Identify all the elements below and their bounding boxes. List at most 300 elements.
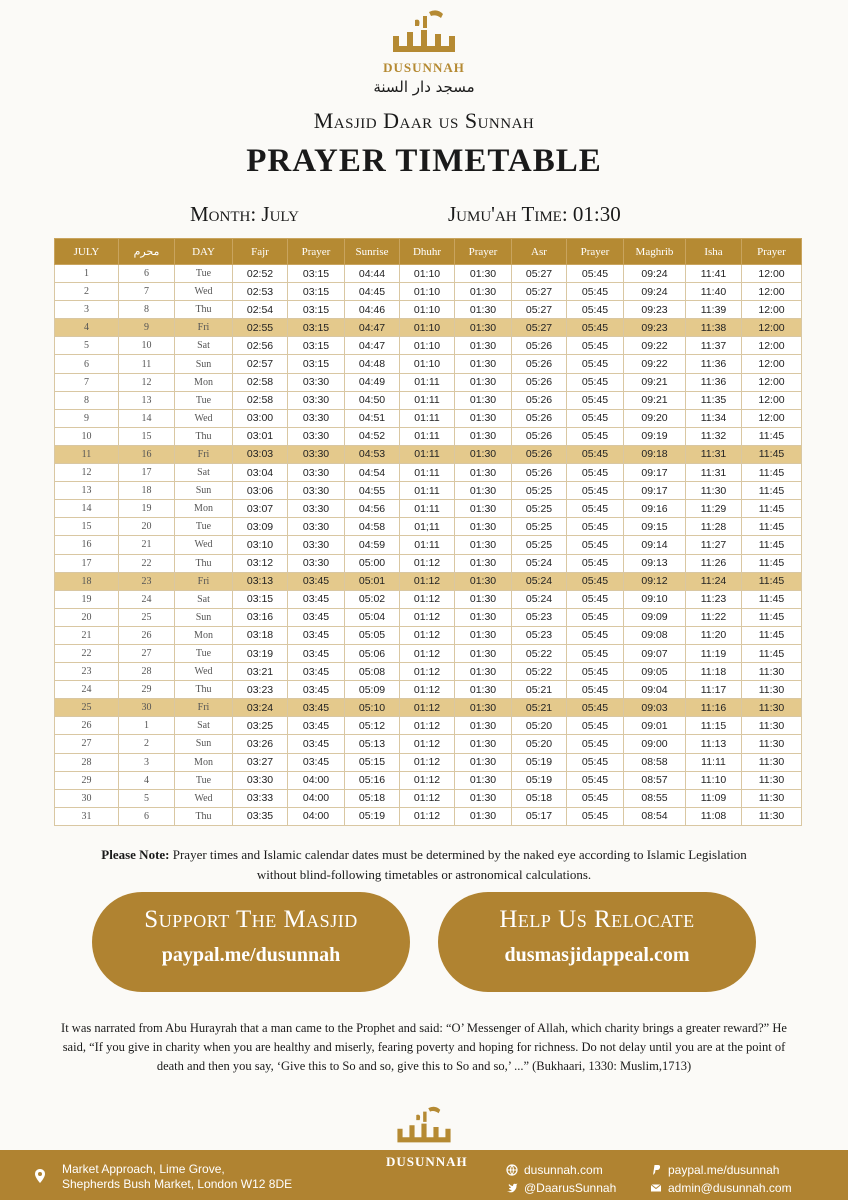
table-cell: 05:45 — [567, 445, 624, 463]
table-cell: 09:23 — [624, 319, 686, 337]
table-cell: 01:30 — [455, 590, 512, 608]
table-cell: 09:03 — [624, 699, 686, 717]
table-cell: Sat — [175, 590, 233, 608]
table-cell: 14 — [119, 409, 175, 427]
address-line-1: Market Approach, Lime Grove, — [62, 1162, 225, 1176]
table-cell: 05:45 — [567, 699, 624, 717]
column-header: Prayer — [455, 239, 512, 265]
table-cell: 11:45 — [742, 500, 802, 518]
table-cell: 01:10 — [400, 355, 455, 373]
table-row — [55, 554, 802, 572]
table-cell: 05:23 — [512, 626, 567, 644]
column-header: محرم — [119, 239, 175, 265]
table-row — [55, 500, 802, 518]
table-cell: 01:30 — [455, 464, 512, 482]
month-info — [190, 202, 299, 227]
table-cell: 04:48 — [345, 355, 400, 373]
table-cell: 03:45 — [288, 626, 345, 644]
table-cell: 4 — [119, 771, 175, 789]
table-cell: 05:04 — [345, 608, 400, 626]
table-cell: 01:12 — [400, 717, 455, 735]
table-cell: 05:21 — [512, 681, 567, 699]
table-cell: 12:00 — [742, 301, 802, 319]
table-cell: 04:54 — [345, 464, 400, 482]
table-cell: 05:25 — [512, 482, 567, 500]
table-cell: 01:12 — [400, 771, 455, 789]
note-text: Prayer times and Islamic calendar dates must be determined by the naked eye according to Islamic Legislation without blind-following timetables or astronomical calculations. — [172, 847, 747, 882]
column-header: Sunrise — [345, 239, 400, 265]
table-cell: 12:00 — [742, 337, 802, 355]
table-cell: 01:11 — [400, 391, 455, 409]
table-cell: 02:52 — [233, 265, 288, 283]
table-cell: 17 — [55, 554, 119, 572]
table-cell: 03:30 — [288, 464, 345, 482]
paypal-link[interactable] — [650, 1161, 792, 1179]
table-cell: 04:56 — [345, 500, 400, 518]
table-row — [55, 301, 802, 319]
table-cell: 11:10 — [686, 771, 742, 789]
table-cell: 01:30 — [455, 536, 512, 554]
table-cell: Mon — [175, 373, 233, 391]
table-cell: 03:12 — [233, 554, 288, 572]
table-cell: 01:12 — [400, 663, 455, 681]
table-cell: 02:58 — [233, 373, 288, 391]
table-row — [55, 789, 802, 807]
table-cell: 03:30 — [288, 409, 345, 427]
table-cell: 01:11 — [400, 482, 455, 500]
table-cell: 12:00 — [742, 283, 802, 301]
table-cell: 05:24 — [512, 590, 567, 608]
table-cell: 11:32 — [686, 427, 742, 445]
table-cell: Mon — [175, 753, 233, 771]
table-cell: 15 — [119, 427, 175, 445]
table-cell: 05:27 — [512, 301, 567, 319]
table-cell: 05:08 — [345, 663, 400, 681]
table-cell: 01:30 — [455, 283, 512, 301]
table-cell: 04:58 — [345, 518, 400, 536]
table-cell: 22 — [55, 644, 119, 662]
table-cell: 11:45 — [742, 590, 802, 608]
table-cell: 25 — [119, 608, 175, 626]
column-header: DAY — [175, 239, 233, 265]
table-cell: 18 — [55, 572, 119, 590]
table-cell: 12:00 — [742, 319, 802, 337]
table-row — [55, 771, 802, 789]
table-cell: 02:56 — [233, 337, 288, 355]
website-link[interactable] — [506, 1161, 616, 1179]
table-row — [55, 464, 802, 482]
table-cell: 01:30 — [455, 572, 512, 590]
table-cell: 01:11 — [400, 536, 455, 554]
table-row — [55, 518, 802, 536]
table-cell: 03:30 — [288, 373, 345, 391]
table-cell: 01:12 — [400, 608, 455, 626]
address-line-2: Shepherds Bush Market, London W12 8DE — [62, 1177, 293, 1191]
table-row — [55, 699, 802, 717]
table-cell: 09:18 — [624, 445, 686, 463]
table-cell: 01:11 — [400, 464, 455, 482]
table-cell: 26 — [55, 717, 119, 735]
table-cell: 04:47 — [345, 319, 400, 337]
support-link[interactable]: paypal.me/dusunnah — [161, 944, 341, 966]
table-cell: 02:55 — [233, 319, 288, 337]
hadith-text: It was narrated from Abu Hurayrah that a man came to the Prophet and said: “O’ Messenger of Allah, which charity brings a greater reward?” He said, “If you give in charity when you are healthy and miserly, fearing poverty and hoping for richness. Do not delay until you are at the point of death and then you say, ‘Give this to So and so, give this to So and so,’ ...” (Bukhaari, 1330: Muslim,1713) — [61, 1021, 787, 1073]
table-cell: 03:13 — [233, 572, 288, 590]
table-cell: 03:33 — [233, 789, 288, 807]
table-cell: 5 — [55, 337, 119, 355]
column-header: Prayer — [567, 239, 624, 265]
table-cell: 05:06 — [345, 644, 400, 662]
table-cell: 3 — [55, 301, 119, 319]
table-cell: 05:00 — [345, 554, 400, 572]
table-cell: 1 — [55, 265, 119, 283]
table-cell: Mon — [175, 500, 233, 518]
table-cell: 4 — [55, 319, 119, 337]
table-cell: 03:26 — [233, 735, 288, 753]
table-cell: 05:01 — [345, 572, 400, 590]
table-cell: 11:30 — [742, 699, 802, 717]
table-cell: 01:11 — [400, 427, 455, 445]
table-cell: Sun — [175, 735, 233, 753]
table-cell: 09:23 — [624, 301, 686, 319]
table-cell: 03:15 — [288, 319, 345, 337]
table-cell: 01:30 — [455, 518, 512, 536]
dusunnah-logo-icon — [389, 1103, 459, 1151]
email-link[interactable] — [650, 1179, 792, 1197]
relocate-title: Help Us Relocate — [499, 906, 695, 933]
table-cell: 05:45 — [567, 536, 624, 554]
table-cell: 05:02 — [345, 590, 400, 608]
table-row — [55, 644, 802, 662]
table-cell: 05:22 — [512, 663, 567, 681]
table-cell: 11:45 — [742, 572, 802, 590]
support-masjid-button[interactable] — [92, 892, 410, 992]
paypal-icon — [650, 1164, 662, 1176]
table-cell: 05:27 — [512, 265, 567, 283]
footer-links-right — [650, 1161, 792, 1197]
table-cell: 05:10 — [345, 699, 400, 717]
table-cell: 09:21 — [624, 373, 686, 391]
table-cell: 05:45 — [567, 373, 624, 391]
table-cell: 11:40 — [686, 283, 742, 301]
table-cell: 9 — [55, 409, 119, 427]
table-cell: 05:05 — [345, 626, 400, 644]
table-cell: 28 — [119, 663, 175, 681]
table-cell: 01:12 — [400, 681, 455, 699]
table-cell: 01:12 — [400, 807, 455, 825]
table-row — [55, 319, 802, 337]
table-cell: 12:00 — [742, 265, 802, 283]
table-cell: 05:27 — [512, 319, 567, 337]
table-cell: Wed — [175, 409, 233, 427]
table-cell: 05:23 — [512, 608, 567, 626]
table-cell: 7 — [119, 283, 175, 301]
table-cell: 01:30 — [455, 699, 512, 717]
table-cell: 01:30 — [455, 337, 512, 355]
table-cell: Fri — [175, 699, 233, 717]
table-cell: 03:30 — [288, 518, 345, 536]
column-header: Prayer — [742, 239, 802, 265]
paypal-text: paypal.me/dusunnah — [668, 1163, 780, 1177]
table-cell: 01:11 — [400, 409, 455, 427]
table-cell: 29 — [119, 681, 175, 699]
table-cell: 09:19 — [624, 427, 686, 445]
table-cell: 11:35 — [686, 391, 742, 409]
table-cell: 11:20 — [686, 626, 742, 644]
jumuah-value: 01:30 — [572, 202, 621, 226]
table-cell: 05:45 — [567, 283, 624, 301]
table-cell: 03:30 — [288, 391, 345, 409]
table-cell: 11:19 — [686, 644, 742, 662]
table-cell: 01:30 — [455, 445, 512, 463]
table-cell: 04:53 — [345, 445, 400, 463]
table-cell: 25 — [55, 699, 119, 717]
table-cell: 31 — [55, 807, 119, 825]
table-cell: 6 — [55, 355, 119, 373]
table-cell: 7 — [55, 373, 119, 391]
table-cell: Wed — [175, 663, 233, 681]
table-cell: 01:12 — [400, 735, 455, 753]
table-cell: 11:45 — [742, 626, 802, 644]
column-header: Prayer — [288, 239, 345, 265]
column-header: JULY — [55, 239, 119, 265]
table-cell: 05:45 — [567, 789, 624, 807]
table-cell: 11:36 — [686, 373, 742, 391]
column-header: Asr — [512, 239, 567, 265]
table-cell: 3 — [119, 753, 175, 771]
jumuah-label: Jumu'ah Time: — [448, 202, 568, 226]
table-cell: 11:45 — [742, 482, 802, 500]
twitter-icon — [506, 1182, 518, 1194]
month-value: July — [261, 202, 299, 226]
table-cell: 01:30 — [455, 608, 512, 626]
table-row — [55, 409, 802, 427]
table-cell: 28 — [55, 753, 119, 771]
table-cell: 03:45 — [288, 608, 345, 626]
table-cell: Fri — [175, 445, 233, 463]
table-cell: 16 — [55, 536, 119, 554]
email-icon — [650, 1182, 662, 1194]
table-cell: 05:45 — [567, 626, 624, 644]
table-cell: 11:24 — [686, 572, 742, 590]
table-cell: 11 — [55, 445, 119, 463]
table-cell: Thu — [175, 554, 233, 572]
table-cell: 08:58 — [624, 753, 686, 771]
column-header: Isha — [686, 239, 742, 265]
table-cell: 11:30 — [742, 681, 802, 699]
table-cell: 03:45 — [288, 644, 345, 662]
footer-bar — [0, 1150, 848, 1200]
table-row — [55, 663, 802, 681]
table-cell: 10 — [55, 427, 119, 445]
logo-arabic-text: مسجد دار السنة — [373, 78, 475, 96]
table-cell: Sun — [175, 355, 233, 373]
table-cell: 11:45 — [742, 536, 802, 554]
table-cell: 05:45 — [567, 663, 624, 681]
table-cell: 05:26 — [512, 355, 567, 373]
table-row — [55, 445, 802, 463]
table-cell: 01:30 — [455, 482, 512, 500]
table-cell: 01:30 — [455, 427, 512, 445]
table-cell: 05:45 — [567, 681, 624, 699]
table-cell: 03:25 — [233, 717, 288, 735]
table-cell: 04:00 — [288, 771, 345, 789]
table-cell: 04:44 — [345, 265, 400, 283]
twitter-text: @DaarusSunnah — [524, 1181, 617, 1195]
table-cell: 8 — [119, 301, 175, 319]
table-cell: 18 — [119, 482, 175, 500]
table-cell: Tue — [175, 518, 233, 536]
table-cell: 11:45 — [742, 644, 802, 662]
table-cell: 05:45 — [567, 265, 624, 283]
table-cell: 30 — [119, 699, 175, 717]
table-row — [55, 717, 802, 735]
table-cell: Tue — [175, 644, 233, 662]
footer-logo — [0, 1103, 848, 1151]
table-cell: 03:19 — [233, 644, 288, 662]
relocate-link[interactable]: dusmasjidappeal.com — [504, 944, 690, 966]
jumuah-info — [448, 202, 621, 227]
table-cell: 11:26 — [686, 554, 742, 572]
table-cell: 09:05 — [624, 663, 686, 681]
table-cell: 12:00 — [742, 355, 802, 373]
table-cell: 15 — [55, 518, 119, 536]
table-cell: 05:26 — [512, 391, 567, 409]
table-cell: 05:26 — [512, 445, 567, 463]
table-cell: 05:45 — [567, 590, 624, 608]
table-cell: 01:12 — [400, 590, 455, 608]
table-cell: 01:30 — [455, 301, 512, 319]
table-cell: 01:12 — [400, 554, 455, 572]
table-cell: 11:16 — [686, 699, 742, 717]
table-cell: 13 — [55, 482, 119, 500]
table-cell: 04:52 — [345, 427, 400, 445]
table-cell: 16 — [119, 445, 175, 463]
table-cell: 24 — [119, 590, 175, 608]
table-cell: Wed — [175, 789, 233, 807]
table-cell: 11:30 — [742, 807, 802, 825]
table-cell: 05:45 — [567, 500, 624, 518]
table-cell: Sat — [175, 337, 233, 355]
table-cell: 8 — [55, 391, 119, 409]
table-row — [55, 265, 802, 283]
table-cell: 03:24 — [233, 699, 288, 717]
table-cell: Sat — [175, 717, 233, 735]
globe-icon — [506, 1164, 518, 1176]
table-cell: 05:24 — [512, 554, 567, 572]
help-relocate-button[interactable] — [438, 892, 756, 992]
table-cell: 03:15 — [288, 301, 345, 319]
table-row — [55, 391, 802, 409]
table-cell: 03:16 — [233, 608, 288, 626]
table-cell: 2 — [119, 735, 175, 753]
table-cell: 27 — [119, 644, 175, 662]
table-cell: 11:23 — [686, 590, 742, 608]
table-cell: 27 — [55, 735, 119, 753]
table-cell: 05:18 — [345, 789, 400, 807]
table-row — [55, 536, 802, 554]
table-cell: 24 — [55, 681, 119, 699]
table-cell: 03:30 — [233, 771, 288, 789]
table-cell: 05:09 — [345, 681, 400, 699]
table-cell: 05:13 — [345, 735, 400, 753]
table-cell: 05:12 — [345, 717, 400, 735]
table-cell: 09:20 — [624, 409, 686, 427]
page-title: PRAYER TIMETABLE — [246, 143, 602, 179]
footer-links-left — [506, 1161, 616, 1197]
table-cell: 13 — [119, 391, 175, 409]
column-header: Dhuhr — [400, 239, 455, 265]
table-cell: 03:45 — [288, 699, 345, 717]
table-cell: 09:14 — [624, 536, 686, 554]
table-cell: 03:15 — [288, 265, 345, 283]
table-cell: Thu — [175, 681, 233, 699]
table-cell: 05:26 — [512, 373, 567, 391]
table-cell: 05:45 — [567, 427, 624, 445]
table-cell: 11:18 — [686, 663, 742, 681]
table-cell: 03:07 — [233, 500, 288, 518]
table-cell: 04:51 — [345, 409, 400, 427]
table-cell: 05:16 — [345, 771, 400, 789]
table-cell: 02:58 — [233, 391, 288, 409]
table-cell: 03:00 — [233, 409, 288, 427]
table-cell: 05:26 — [512, 427, 567, 445]
table-cell: 17 — [119, 464, 175, 482]
table-cell: 20 — [119, 518, 175, 536]
table-cell: 20 — [55, 608, 119, 626]
table-cell: 03:27 — [233, 753, 288, 771]
table-cell: 05:45 — [567, 355, 624, 373]
table-cell: 11:45 — [742, 554, 802, 572]
table-cell: 5 — [119, 789, 175, 807]
table-cell: 11:30 — [686, 482, 742, 500]
twitter-link[interactable] — [506, 1179, 616, 1197]
table-cell: 05:45 — [567, 554, 624, 572]
masjid-name: Masjid Daar us Sunnah — [313, 108, 535, 133]
table-cell: 11:37 — [686, 337, 742, 355]
table-cell: 14 — [55, 500, 119, 518]
table-cell: 05:25 — [512, 500, 567, 518]
table-cell: 03:30 — [288, 536, 345, 554]
table-cell: 11:13 — [686, 735, 742, 753]
table-cell: 01:12 — [400, 789, 455, 807]
table-cell: Fri — [175, 572, 233, 590]
table-cell: 01:11 — [400, 373, 455, 391]
table-cell: 01:10 — [400, 283, 455, 301]
table-cell: 11:41 — [686, 265, 742, 283]
dusunnah-logo-icon — [385, 6, 463, 62]
table-cell: 11:39 — [686, 301, 742, 319]
table-cell: 01:30 — [455, 319, 512, 337]
table-cell: 01;11 — [400, 518, 455, 536]
table-cell: 05:19 — [345, 807, 400, 825]
table-cell: 05:17 — [512, 807, 567, 825]
table-cell: 04:46 — [345, 301, 400, 319]
table-cell: 02:54 — [233, 301, 288, 319]
table-cell: 12:00 — [742, 391, 802, 409]
table-cell: 11:34 — [686, 409, 742, 427]
please-note — [90, 845, 758, 885]
table-cell: 05:26 — [512, 409, 567, 427]
table-cell: 09:04 — [624, 681, 686, 699]
table-cell: 03:15 — [288, 283, 345, 301]
table-cell: 09:16 — [624, 500, 686, 518]
table-cell: 05:45 — [567, 319, 624, 337]
table-cell: 01:10 — [400, 337, 455, 355]
support-title: Support The Masjid — [144, 906, 358, 933]
table-cell: 09:17 — [624, 482, 686, 500]
footer-brand: DUSUNNAH — [386, 1154, 468, 1169]
